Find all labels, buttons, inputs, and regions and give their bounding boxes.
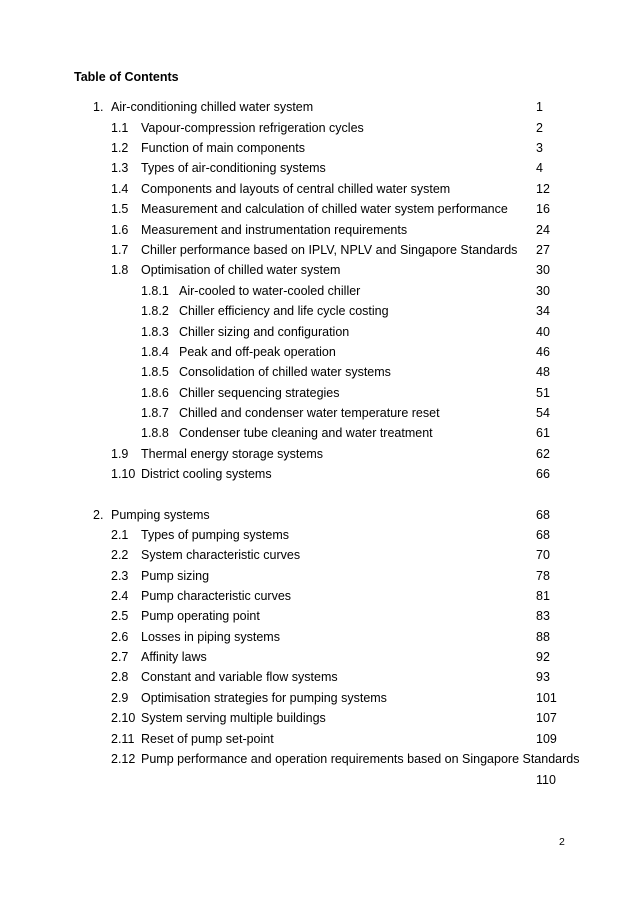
toc-entry: [0, 690, 638, 706]
toc-entry-title: Optimisation strategies for pumping systems: [141, 691, 387, 705]
toc-entry: [0, 568, 638, 584]
toc-entry-title: Function of main components: [141, 141, 305, 155]
toc-entry: [0, 649, 638, 665]
toc-entry-title: Chiller sizing and configuration: [179, 325, 350, 339]
toc-entry: [0, 425, 638, 441]
toc-entry-number: 2.4: [111, 589, 129, 603]
toc-entry: [0, 527, 638, 543]
toc-entry-page: 12: [536, 182, 550, 196]
toc-entry-page: 61: [536, 426, 550, 440]
toc-entry-page: 54: [536, 406, 550, 420]
toc-entry-title: Components and layouts of central chilled water system: [141, 182, 451, 196]
toc-entry: [0, 324, 638, 340]
toc-entry-title: Thermal energy storage systems: [141, 447, 324, 461]
toc-entry: [0, 303, 638, 319]
toc-entry-title: Pumping systems: [111, 508, 210, 522]
toc-entry-number: 1.8.2: [141, 304, 169, 318]
toc-entry: [0, 181, 638, 197]
toc-entry-number: 1.4: [111, 182, 129, 196]
toc-entry: [0, 629, 638, 645]
toc-entry-page: 66: [536, 467, 550, 481]
toc-entry-title: Measurement and instrumentation requirements: [141, 223, 408, 237]
toc-entry: [0, 547, 638, 563]
toc-entry-title: District cooling systems: [141, 467, 272, 481]
toc-entry-page: 46: [536, 345, 550, 359]
toc-entry-title: Chilled and condenser water temperature reset: [179, 406, 440, 420]
toc-entry-page: 70: [536, 548, 550, 562]
toc-entry-number: 2.8: [111, 670, 129, 684]
toc-entry: [0, 283, 638, 299]
toc-entry-page: 101: [536, 691, 557, 705]
toc-entry-number: 1.5: [111, 202, 129, 216]
toc-entry-title: Types of pumping systems: [141, 528, 289, 542]
toc-entry: [0, 120, 638, 136]
toc-entry-title: System characteristic curves: [141, 548, 301, 562]
toc-entry-page: 3: [536, 141, 543, 155]
toc-entry-page: 2: [536, 121, 543, 135]
toc-title: Table of Contents: [74, 70, 179, 84]
toc-entry-page: 27: [536, 243, 550, 257]
toc-entry: [0, 466, 638, 482]
toc-entry-page: 81: [536, 589, 550, 603]
toc-entry-page: 34: [536, 304, 550, 318]
toc-entry-number: 1.9: [111, 447, 129, 461]
toc-entry: [0, 364, 638, 380]
toc-entry-number: 1.8.4: [141, 345, 169, 359]
toc-entry-title: Vapour-compression refrigeration cycles: [141, 121, 364, 135]
toc-entry-title: Consolidation of chilled water systems: [179, 365, 391, 379]
toc-entry-title: Losses in piping systems: [141, 630, 280, 644]
toc-entry-page: 62: [536, 447, 550, 461]
toc-entry: [0, 731, 638, 747]
toc-entry-number: 2.9: [111, 691, 129, 705]
toc-entry-page: 51: [536, 386, 550, 400]
toc-entry: [0, 507, 638, 523]
toc-entry: [0, 99, 638, 115]
toc-entry-page: 92: [536, 650, 550, 664]
toc-entry-number: 1.10: [111, 467, 136, 481]
toc-entry-page: 83: [536, 609, 550, 623]
toc-entry: [0, 446, 638, 462]
toc-entry-number: 1.8.8: [141, 426, 169, 440]
toc-entry-page: 1: [536, 100, 543, 114]
toc-entry-title: Chiller sequencing strategies: [179, 386, 340, 400]
toc-entry-page: 24: [536, 223, 550, 237]
toc-entry: [0, 608, 638, 624]
toc-entry-number: 2.11: [111, 732, 135, 746]
toc-entry-page: 16: [536, 202, 550, 216]
toc-entry-title: Optimisation of chilled water system: [141, 263, 341, 277]
toc-entry-number: 2.12: [111, 752, 136, 766]
toc-entry: [0, 385, 638, 401]
toc-entry: [0, 405, 638, 421]
toc-entry-number: 2.1: [111, 528, 129, 542]
toc-entry-title: Pump characteristic curves: [141, 589, 292, 603]
toc-entry: [0, 344, 638, 360]
toc-entry-page: 30: [536, 284, 550, 298]
toc-entry-number: 1.8.3: [141, 325, 169, 339]
toc-entry-page: 93: [536, 670, 550, 684]
page-number: 2: [559, 836, 565, 848]
toc-entry-page: 4: [536, 161, 543, 175]
toc-entry-title: Affinity laws: [141, 650, 207, 664]
toc-entry-number: 1.8.7: [141, 406, 169, 420]
toc-entry-page: 48: [536, 365, 550, 379]
toc-entry-page: 107: [536, 711, 557, 725]
toc-entry-title: Air-conditioning chilled water system: [111, 100, 314, 114]
toc-entry-title: Reset of pump set-point: [141, 732, 274, 746]
toc-entry-title: Chiller performance based on IPLV, NPLV and Singapore Standards: [141, 243, 518, 257]
toc-entry-number: 1.2: [111, 141, 129, 155]
toc-entry-number: 1.1: [111, 121, 129, 135]
toc-entry-number: 1.8: [111, 263, 129, 277]
toc-entry: [0, 751, 638, 787]
toc-entry-title: Types of air-conditioning systems: [141, 161, 326, 175]
toc-entry-number: 1.8.1: [141, 284, 169, 298]
toc-entry-number: 2.2: [111, 548, 129, 562]
toc-entry-page: 30: [536, 263, 550, 277]
toc-entry-number: 2.7: [111, 650, 129, 664]
toc-entry: [0, 669, 638, 685]
toc-entry-number: 1.6: [111, 223, 129, 237]
toc-entry-page: 68: [536, 508, 550, 522]
toc-entry-title: System serving multiple buildings: [141, 711, 326, 725]
toc-entry-number: 2.: [93, 508, 104, 522]
toc-entry: [0, 140, 638, 156]
toc-entry-title: Pump sizing: [141, 569, 210, 583]
toc-entry-page: 110: [536, 773, 556, 787]
toc-entry: [0, 201, 638, 217]
toc-entry-page: 78: [536, 569, 550, 583]
toc-entry: [0, 242, 638, 258]
toc-entry-number: 1.7: [111, 243, 129, 257]
toc-entry: [0, 222, 638, 238]
toc-entry-title: Air-cooled to water-cooled chiller: [179, 284, 361, 298]
toc-entry-page: 68: [536, 528, 550, 542]
toc-entry-title: Measurement and calculation of chilled water system performance: [141, 202, 508, 216]
toc-entry-number: 2.6: [111, 630, 129, 644]
toc-entry: [0, 160, 638, 176]
toc-entry: [0, 710, 638, 726]
toc-entry-number: 2.10: [111, 711, 136, 725]
toc-entry-page: 88: [536, 630, 550, 644]
toc-entry-number: 1.3: [111, 161, 129, 175]
toc-entry-title: Pump operating point: [141, 609, 260, 623]
toc-entry-title: Condenser tube cleaning and water treatment: [179, 426, 433, 440]
toc-entry-title: Constant and variable flow systems: [141, 670, 338, 684]
toc-entry-number: 1.: [93, 100, 104, 114]
toc-entry-number: 2.3: [111, 569, 129, 583]
toc-entry-title: Pump performance and operation requirements based on Singapore Standards: [141, 752, 580, 766]
toc-entry-number: 1.8.5: [141, 365, 169, 379]
toc-entry-title: Chiller efficiency and life cycle costing: [179, 304, 389, 318]
toc-entry-number: 2.5: [111, 609, 129, 623]
toc-entry-number: 1.8.6: [141, 386, 169, 400]
toc-entry: [0, 588, 638, 604]
toc-entry-page: 109: [536, 732, 557, 746]
toc-entry-title: Peak and off-peak operation: [179, 345, 336, 359]
toc-entry: [0, 262, 638, 278]
toc-entry-page: 40: [536, 325, 550, 339]
